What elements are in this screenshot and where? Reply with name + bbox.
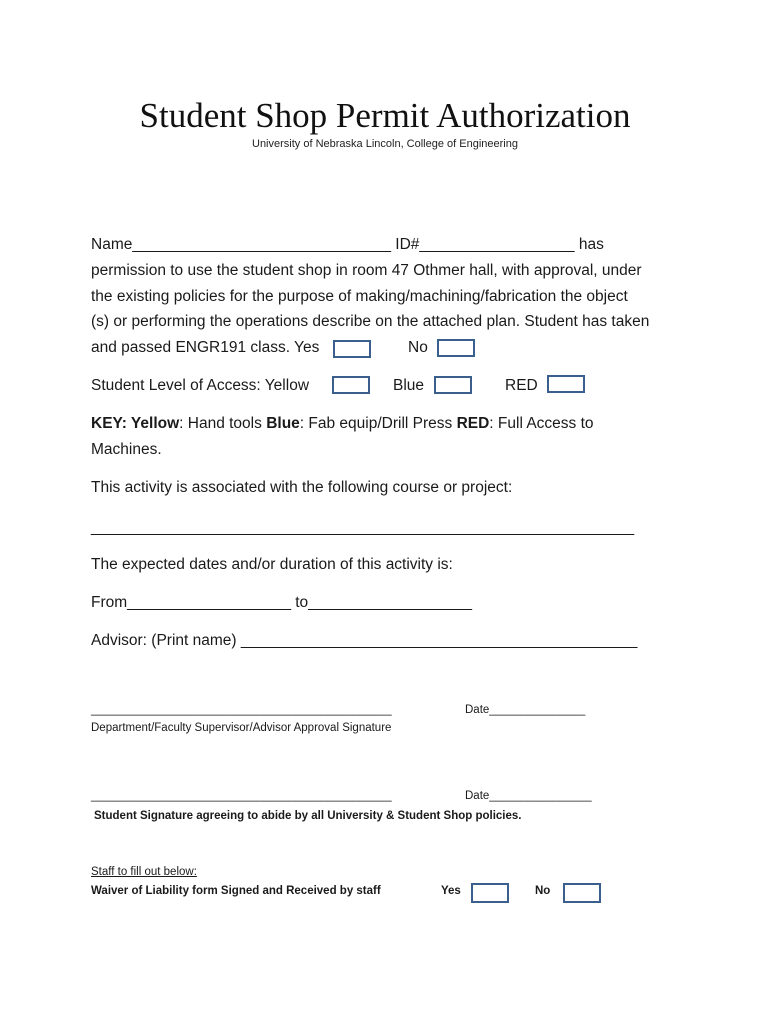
access-yellow-checkbox[interactable] xyxy=(332,376,370,394)
approval-date-field[interactable]: Date_______________ xyxy=(465,704,586,716)
key-blue-text: : Fab equip/Drill Press xyxy=(299,415,457,432)
key-yellow-text: : Hand tools xyxy=(179,415,267,432)
engr191-yes-label: and passed ENGR191 class. Yes xyxy=(91,339,320,356)
from-to-field[interactable]: From___________________ to___________________ xyxy=(91,594,472,611)
engr191-no-checkbox[interactable] xyxy=(437,339,475,357)
waiver-yes-label: Yes xyxy=(441,885,461,897)
access-key-line xyxy=(91,415,594,433)
access-level-label: Student Level of Access: Yellow xyxy=(91,377,310,394)
waiver-yes-checkbox[interactable] xyxy=(471,883,509,903)
approval-signature-caption: Department/Faculty Supervisor/Advisor Approval Signature xyxy=(91,722,392,734)
student-signature-line[interactable]: _______________________________________________ xyxy=(91,790,392,802)
permission-line-4: (s) or performing the operations describe on the attached plan. Student has taken xyxy=(91,313,650,330)
waiver-no-label: No xyxy=(535,885,551,897)
waiver-no-checkbox[interactable] xyxy=(563,883,601,903)
access-red-checkbox[interactable] xyxy=(547,375,585,393)
key-red-text: : Full Access to xyxy=(489,415,594,432)
name-id-line: Name______________________________ ID#__________________ has xyxy=(91,236,604,253)
permission-line-2: permission to use the student shop in room 47 Othmer hall, with approval, under xyxy=(91,262,642,279)
advisor-name-field[interactable]: Advisor: (Print name) ______________________________________________ xyxy=(91,632,638,649)
page-title: Student Shop Permit Authorization xyxy=(139,96,631,135)
access-red-label: RED xyxy=(505,377,538,394)
student-date-field[interactable]: Date________________ xyxy=(465,790,592,802)
student-signature-caption: Student Signature agreeing to abide by all University & Student Shop policies. xyxy=(94,810,522,822)
course-project-field[interactable]: _______________________________________________________________ xyxy=(91,519,635,536)
engr191-yes-checkbox[interactable] xyxy=(333,340,371,358)
engr191-no-label: No xyxy=(408,339,428,356)
page-subtitle: University of Nebraska Lincoln, College of Engineering xyxy=(252,138,518,150)
key-red-label: RED xyxy=(456,415,490,432)
access-blue-label: Blue xyxy=(393,377,425,394)
course-label: This activity is associated with the following course or project: xyxy=(91,479,513,496)
key-yellow-label: KEY: Yellow xyxy=(91,415,180,432)
staff-section-heading: Staff to fill out below: xyxy=(91,866,197,878)
waiver-label: Waiver of Liability form Signed and Received by staff xyxy=(91,885,381,897)
dates-label: The expected dates and/or duration of this activity is: xyxy=(91,556,453,573)
permission-line-3: the existing policies for the purpose of making/machining/fabrication the object xyxy=(91,288,628,305)
access-blue-checkbox[interactable] xyxy=(434,376,472,394)
key-blue-label: Blue xyxy=(266,415,300,432)
approval-signature-line[interactable]: _______________________________________________ xyxy=(91,704,392,716)
access-key-line-2: Machines. xyxy=(91,441,162,458)
